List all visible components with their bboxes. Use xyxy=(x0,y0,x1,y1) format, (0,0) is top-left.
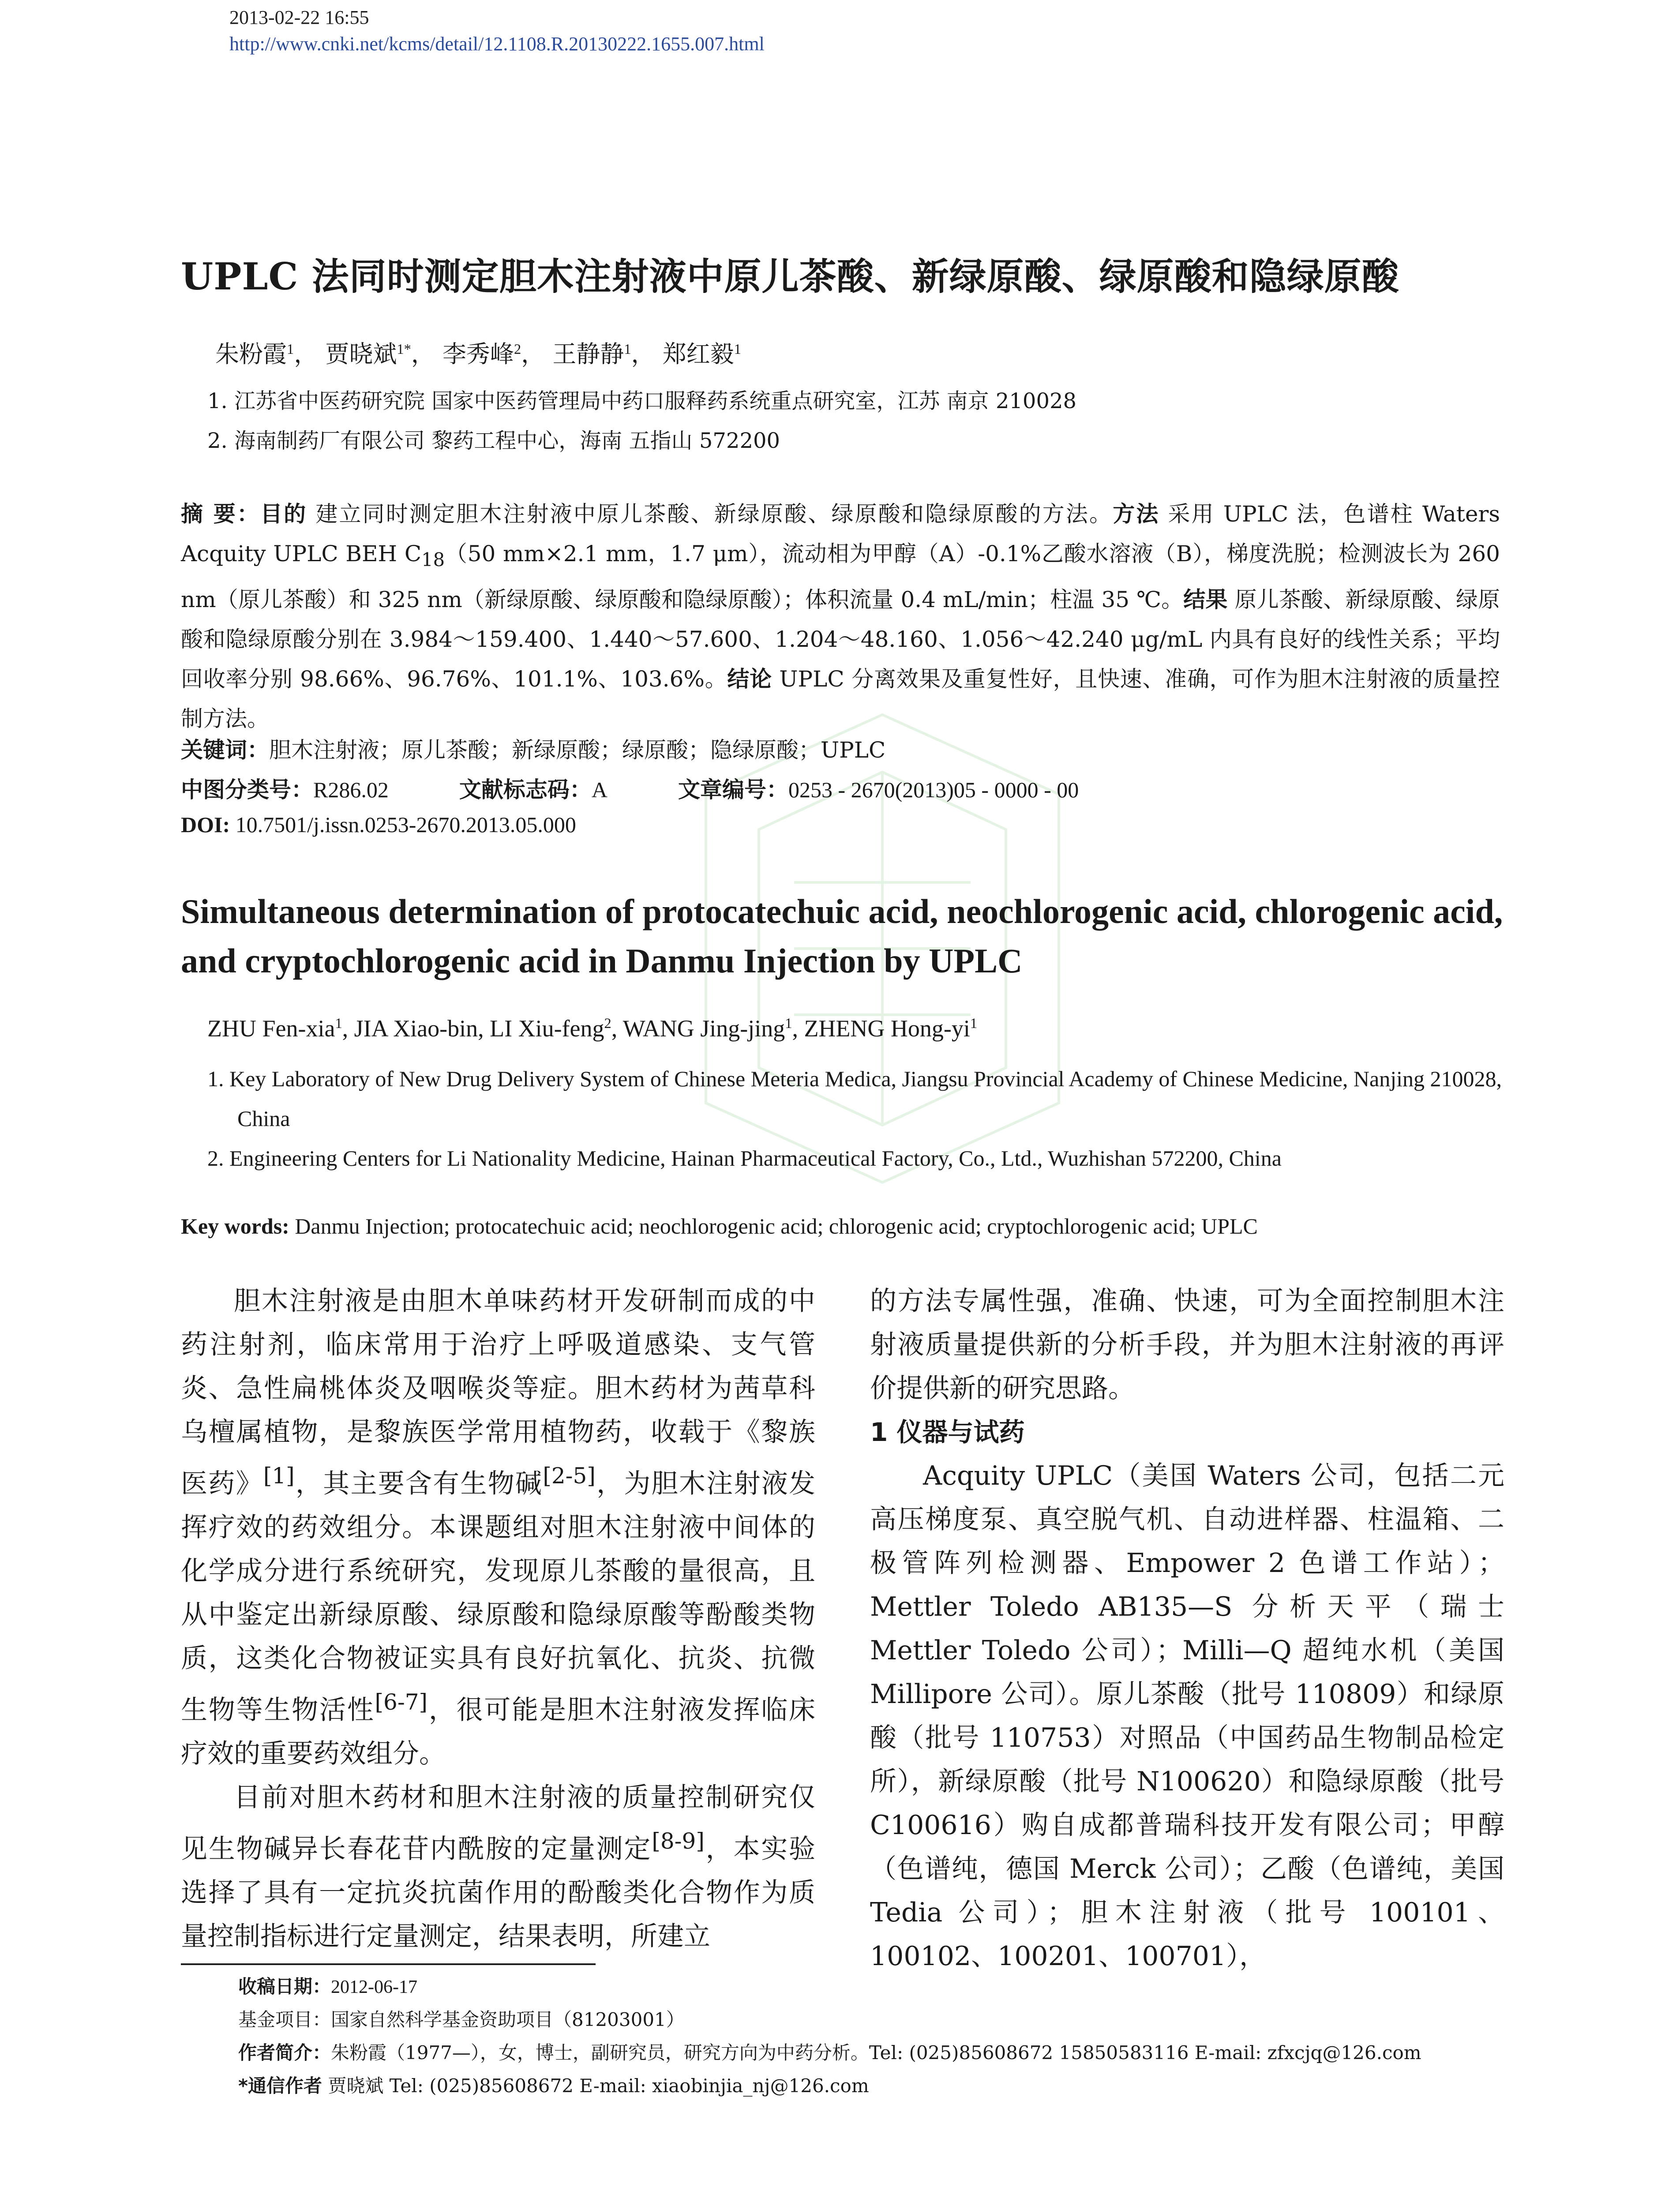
body-paragraph xyxy=(181,1279,815,1776)
clc-label: 中图分类号： xyxy=(181,777,313,803)
author-affiliation-mark: 1 xyxy=(287,341,294,357)
author-affiliation-mark: 1 xyxy=(335,1016,342,1032)
doc-code-value: A xyxy=(591,777,608,802)
citation-ref[interactable]: [1] xyxy=(263,1463,295,1489)
objective-label: 目的 xyxy=(260,501,308,527)
keywords-cn xyxy=(181,732,885,764)
author-affiliation-mark: 1* xyxy=(397,341,411,357)
footnote-fund: 基金项目：国家自然科学基金资助项目（81203001） xyxy=(238,2009,685,2030)
footnote-author-bio xyxy=(238,2038,1421,2065)
keywords-en xyxy=(181,1213,1258,1239)
author-list-cn: 朱粉霞$^1$， 贾晓斌$^{1*}$， 李秀峰$^2$， 王静静$^1$， 郑红毅$^1$ xyxy=(215,340,741,368)
conclusion-text: UPLC 分离效果及重复性好，且快速、准确，可作为胆木注射液的质量控制方法。 xyxy=(181,666,1500,732)
keywords-en-value: Danmu Injection; protocatechuic acid; neochlorogenic acid; chlorogenic acid; cryptochlorogenic acid; UPLC xyxy=(289,1214,1258,1238)
citation-ref[interactable]: [2-5] xyxy=(543,1463,596,1489)
author-affiliation-mark: 1 xyxy=(624,341,631,357)
footnote-divider xyxy=(181,1963,596,1965)
affiliation-en-2: 2. Engineering Centers for Li Nationality Medicine, Hainan Pharmaceutical Factory, Co., Ltd., Wuzhishan 572200, China xyxy=(207,1146,1282,1171)
author-name: 王静静 xyxy=(552,340,624,368)
body-paragraph: Acquity UPLC（美国 Waters 公司，包括二元高压梯度泵、真空脱气机、自动进样器、柱温箱、二极管阵列检测器、Empower 2 色谱工作站）；Mettler Toledo AB135—S 分析天平（瑞士 Mettler Toledo 公司）；Milli—Q 超纯水机（美国 Millipore 公司）。原儿茶酸（批号 110809）和绿原酸（批号 110753）对照品（中国药品生物制品检定所），新绿原酸（批号 N100620）和隐绿原酸（批号 C100616）购自成都普瑞科技开发有限公司；甲醇（色谱纯，德国 Merck 公司）；乙酸（色谱纯，美国 Tedia 公司）；胆木注射液（批号 100101、100102、100201、100701）， xyxy=(870,1460,1504,1972)
body-paragraph: 的方法专属性强，准确、快速，可为全面控制胆木注射液质量提供新的分析手段，并为胆木注射液的再评价提供新的研究思路。 xyxy=(870,1286,1504,1404)
footnote-label: 作者简介： xyxy=(238,2042,331,2063)
footnote-received xyxy=(238,1972,417,1999)
affiliation-cn-2: 2. 海南制药厂有限公司 黎药工程中心，海南 五指山 572200 xyxy=(207,428,780,453)
footnote-label: *通信作者 xyxy=(238,2075,322,2097)
abstract-cn xyxy=(181,494,1500,739)
body-text: ，其主要含有生物碱 xyxy=(294,1468,543,1499)
author-affiliation-mark: 2 xyxy=(514,341,521,357)
author-name: 贾晓斌 xyxy=(325,340,397,368)
affiliation-cn-1: 1. 江苏省中医药研究院 国家中医药管理局中药口服释药系统重点研究室，江苏 南京 210028 xyxy=(207,389,1077,413)
keywords-label: 关键词： xyxy=(181,737,269,763)
footnote-value: 朱粉霞（1977—），女，博士，副研究员，研究方向为中药分析。Tel: (025)85608672 15850583116 E-mail: zfxcjq@126.com xyxy=(331,2042,1421,2063)
body-column-right xyxy=(870,1279,1504,1978)
method-text-cont: （50 mm×2.1 mm，1.7 μm），流动相为甲醇（A）-0.1%乙酸水溶液（B），梯度洗脱；检测波长为 260 nm（原儿茶酸）和 325 nm（新绿原酸、绿原酸和隐绿原酸）；体积流量 0.4 mL/min；柱温 35 ℃。 xyxy=(181,541,1500,612)
doi-line xyxy=(181,812,576,837)
author-name: 李秀峰 xyxy=(442,340,514,368)
author-name: 朱粉霞 xyxy=(215,340,287,368)
author-separator: , xyxy=(792,1015,804,1042)
online-publish-date: 2013-02-22 16:55 xyxy=(229,7,369,28)
author-affiliation-mark: 1 xyxy=(734,341,741,357)
result-label: 结果 xyxy=(1183,587,1228,612)
footnote-value: 贾晓斌 Tel: (025)85608672 E-mail: xiaobinjia_nj@126.com xyxy=(322,2075,869,2097)
author-list-en xyxy=(207,1015,977,1042)
keywords-en-label: Key words: xyxy=(181,1214,289,1238)
body-text: ，很可能是胆木注射液发挥临床疗效的重要药效组分。 xyxy=(181,1695,816,1769)
article-no-label: 文章编号： xyxy=(678,777,788,803)
footnote-value: 2012-06-17 xyxy=(331,1977,417,1997)
result-text: 原儿茶酸、新绿原酸、绿原酸和隐绿原酸分别在 3.984～159.400、1.440～57.600、1.204～48.160、1.056～42.240 μg/mL 内具有良好的线性关系；平均回收率分别 98.66%、96.76%、101.1%、103.6%。 xyxy=(181,587,1500,692)
author-name-en: ZHU Fen-xia xyxy=(207,1015,335,1042)
paper-title-cn: UPLC 法同时测定胆木注射液中原儿茶酸、新绿原酸、绿原酸和隐绿原酸 xyxy=(181,255,1399,298)
footnote-corresponding xyxy=(238,2071,869,2098)
affiliation-en-1: 1. Key Laboratory of New Drug Delivery System of Chinese Meteria Medica, Jiangsu Provincial Academy of Chinese Medicine, Nanjing 210028, China xyxy=(207,1066,1502,1131)
author-name-en: ZHENG Hong-yi xyxy=(804,1015,970,1042)
footnote-label: 收稿日期： xyxy=(238,1976,331,1997)
author-name: 郑红毅 xyxy=(662,340,734,368)
body-text: ，为胆木注射液发挥疗效的药效组分。本课题组对胆木注射液中间体的化学成分进行系统研究，发现原儿茶酸的量很高，且从中鉴定出新绿原酸、绿原酸和隐绿原酸等酚酸类物质，这类化合物被证实具有良好抗氧化、抗炎、抗微生物等生物活性 xyxy=(181,1468,816,1726)
body-text: 胆木注射液是由胆木单味药材开发研制而成的中药注射剂，临床常用于治疗上呼吸道感染、支气管炎、急性扁桃体炎及咽喉炎等症。胆木药材为茜草科乌檀属植物，是黎族医学常用植物药，收载于《黎族医药》 xyxy=(181,1286,815,1499)
author-affiliation-mark: 1 xyxy=(785,1016,792,1032)
section-heading: 1 仪器与试药 xyxy=(870,1417,1025,1447)
objective-text: 建立同时测定胆木注射液中原儿茶酸、新绿原酸、绿原酸和隐绿原酸的方法。 xyxy=(307,501,1113,527)
author-name-en: JIA Xiao-bin, LI Xiu-feng xyxy=(354,1015,604,1042)
doi-label: DOI: xyxy=(181,812,230,837)
cnki-detail-link[interactable]: http://www.cnki.net/kcms/detail/12.1108.R.20130222.1655.007.html xyxy=(229,33,765,55)
body-text: ，本实验选择了具有一定抗炎抗菌作用的酚酸类化合物作为质量控制指标进行定量测定，结果表明，所建立 xyxy=(181,1834,816,1952)
clc-value: R286.02 xyxy=(313,777,389,802)
author-affiliation-mark: 1 xyxy=(970,1016,978,1032)
paper-title-en: Simultaneous determination of protocatechuic acid, neochlorogenic acid, chlorogenic acid, and cryptochlorogenic acid in Danmu Injection by UPLC xyxy=(181,892,1503,980)
method-text: 采用 UPLC 法，色谱柱 Waters Acquity UPLC BEH C xyxy=(181,501,1500,567)
conclusion-label: 结论 xyxy=(727,666,772,692)
citation-ref[interactable]: [6-7] xyxy=(375,1689,428,1715)
author-affiliation-mark: 2 xyxy=(604,1016,611,1032)
classification-line xyxy=(181,772,1079,804)
author-separator: , xyxy=(342,1015,354,1042)
author-separator: , xyxy=(611,1015,623,1042)
keywords-value: 胆木注射液；原儿茶酸；新绿原酸；绿原酸；隐绿原酸；UPLC xyxy=(269,737,886,763)
doc-code-label: 文献标志码： xyxy=(459,777,592,803)
author-name-en: WANG Jing-jing xyxy=(622,1015,785,1042)
abstract-label: 摘 要： xyxy=(181,501,260,527)
article-no-value: 0253 - 2670(2013)05 - 0000 - 00 xyxy=(788,777,1079,802)
doi-value[interactable]: 10.7501/j.issn.0253-2670.2013.05.000 xyxy=(230,812,576,837)
column-subscript: 18 xyxy=(421,549,445,570)
body-paragraph xyxy=(181,1776,815,1958)
citation-ref[interactable]: [8-9] xyxy=(652,1828,705,1854)
method-label: 方法 xyxy=(1113,501,1160,527)
body-text: 目前对胆木药材和胆木注射液的质量控制研究仅见生物碱异长春花苷内酰胺的定量测定 xyxy=(181,1782,815,1865)
body-column-left xyxy=(181,1279,815,1958)
